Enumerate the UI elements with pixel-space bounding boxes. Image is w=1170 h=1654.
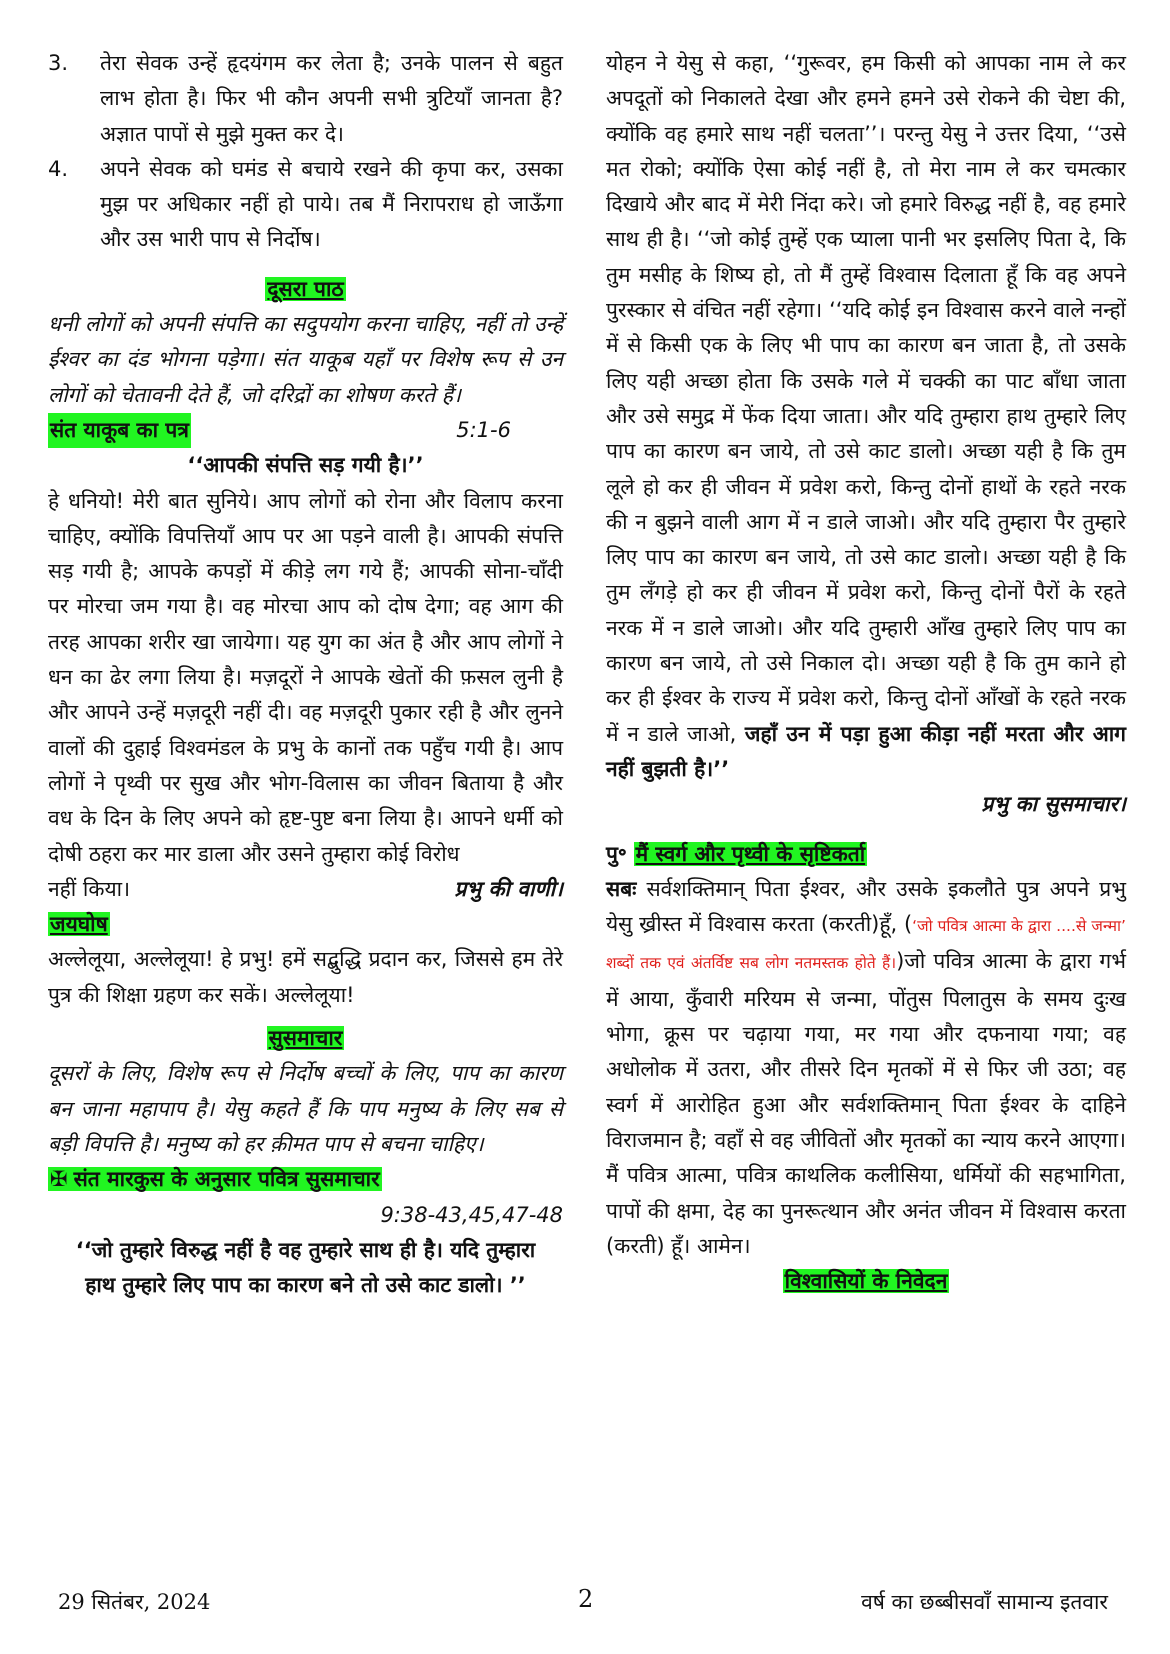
gospel-book: संत मारकुस के अनुसार पवित्र सुसमाचार: [73, 1167, 380, 1192]
creed-open-paren: (: [903, 912, 913, 937]
gospel-intro: दूसरों के लिए, विशेष रूप से निर्दोष बच्चों के लिए, पाप का कारण बन जाना महापाप है। येसु कहते हैं कि पाप मनुष्य के लिए सब से बड़ी विपत्ति है। मनुष्य को हर क़ीमत पाप से बचना चाहिए।: [48, 1061, 563, 1156]
gospel-heading: सुसमाचार: [268, 1026, 343, 1051]
gospel-quote: ‘‘जो तुम्हारे विरुद्ध नहीं है वह तुम्हारे साथ ही है। यदि तुम्हारा हाथ तुम्हारे लिए पाप का कारण बने तो उसे काट डालो। ’’: [75, 1237, 536, 1298]
gospel-text-body: योहन ने येसु से कहा, ‘‘गुरूवर, हम किसी को आपका नाम ले कर अपदूतों को निकालते देखा और हमने हमने उसे रोकने की चेष्टा की, क्योंकि वह हमारे साथ नहीं चलता’’। परन्तु येसु ने उत्तर दिया, ‘‘उसे मत रोको; क्योंकि ऐसा कोई नहीं है, तो मेरा नाम ले कर चमत्कार दिखाये और बाद में मेरी निंदा करे। जो हमारे विरुद्ध नहीं है, वह हमारे साथ ही है। ‘‘जो कोई तुम्हें एक प्याला पानी भर इसलिए पिता दे, कि तुम मसीह के शिष्य हो, तो मैं तुम्हें विश्वास दिलाता हूँ कि वह अपने पुरस्कार से वंचित नहीं रहेगा। ‘‘यदि कोई इन विश्वास करने वाले नन्हों में से किसी एक के लिए भी पाप का कारण बन जाता है, तो उसके लिए यही अच्छा होता कि उसके गले में चक्की का पाट बाँधा जाता और उसे समुद्र में फेंक दिया जाता। और यदि तुम्हारा हाथ तुम्हारे लिए पाप का कारण बन जाये, तो उसे काट डालो। अच्छा यही है कि तुम लूले हो कर ही जीवन में प्रवेश करो, किन्तु दोनों हाथों के रहते नरक की न बुझने वाली आग में न डाले जाओ। और यदि तुम्हारा पैर तुम्हारे लिए पाप का कारण बन जाये, तो उसे काट डालो। अच्छा यही है कि तुम लँगड़े हो कर ही जीवन में प्रवेश करो, किन्तु दोनों पैरों के रहते नरक में न डाले जाओ। और यदि तुम्हारी आँख तुम्हारे लिए पाप का कारण बन जाये, तो उसे निकाल दो। अच्छा यही है कि तुम काने हो कर ही ईश्वर के राज्य में प्रवेश करो, किन्तु दोनों आँखों के रहते नरक में न डाले जाओ,: [606, 51, 1126, 746]
psalm-verse-3: [48, 46, 563, 152]
gospel-text: [606, 46, 1126, 787]
page-number: 2: [578, 1585, 594, 1613]
creed-text-1: सर्वशक्तिमान् पिता ईश्वर, और उसके इकलौते पुत्र अपने प्रभु येसु ख्रीस्त में विश्वास करता (करती)हूँ,: [606, 876, 1126, 937]
creed-rubric-note: ‘जो पवित्र आत्मा के द्वारा ....से जन्मा’ शब्दों तक एवं अंतर्विष्ट सब लोग नतमस्तक होते हैं।: [606, 917, 1126, 973]
reading-reference: 5:1-6: [456, 417, 511, 442]
footer-date: 29 सितंबर, 2024: [58, 1590, 211, 1614]
footer-occasion: वर्ष का छब्बीसवाँ सामान्य इतवार: [861, 1590, 1108, 1614]
psalm-verse-4: [48, 152, 563, 258]
creed-all-label: सबः: [606, 876, 637, 901]
reading-last-line: नहीं किया।: [48, 876, 131, 901]
verse-number: 3.: [48, 51, 69, 75]
verse-number: 4.: [48, 156, 69, 181]
verse-text: अपने सेवक को घमंड से बचाये रखने की कृपा कर, उसका मुझ पर अधिकार नहीं हो पाये। तब मैं निरापराध हो जाऊँगा और उस भारी पाप से निर्दोष।: [100, 156, 563, 252]
creed-text: [606, 872, 1126, 1264]
creed-text-2: जो पवित्र आत्मा के द्वारा गर्भ में आया, कुँवारी मरियम से जन्मा, पोंतुस पिलातुस के समय दुःख भोगा, क्रूस पर चढ़ाया गया, मर गया और दफनाया गया; वह अधोलोक में उतरा, और तीसरे दिन मृतकों में से फिर जी उठा; वह स्वर्ग में आरोहित हुआ और सर्वशक्तिमान् पिता ईश्वर के दाहिने विराजमान है; वहाँ से वह जीवितों और मृतकों का न्याय करने आएगा। मैं पवित्र आत्मा, पवित्र काथलिक कलीसिया, धर्मियों की सहभागिता, पापों की क्षमा, देह का पुनरूत्थान और अनंत जीवन में विश्वास करता (करती) हूँ। आमेन।: [606, 949, 1126, 1258]
reading-closing: प्रभु की वाणी।: [454, 876, 563, 901]
prayers-heading: विश्वासियों के निवेदन: [784, 1269, 948, 1294]
gospel-text-bold: जहाँ उन में पड़ा हुआ कीड़ा नहीं मरता और आग नहीं बुझती है।’’: [606, 721, 1126, 781]
creed-prefix: पु॰: [606, 841, 627, 866]
gospel-book-label: [48, 1167, 382, 1191]
acclamation-text: अल्लेलूया, अल्लेलूया! हे प्रभु! हमें सद्बुद्धि प्रदान कर, जिससे हम तेरे पुत्र की शिक्षा ग्रहण कर सकें। अल्लेलूया!: [48, 947, 563, 1007]
creed-close-paren: ): [896, 949, 905, 974]
reading-source-row: [48, 413, 563, 448]
gospel-reference: 9:38-43,45,47-48: [380, 1202, 563, 1227]
verse-text: तेरा सेवक उन्हें हृदयंगम कर लेता है; उनके पालन से बहुत लाभ होता है। फिर भी कौन अपनी सभी त्रुटियाँ जानता है? अज्ञात पापों से मुझे मुक्त कर दे।: [100, 51, 563, 146]
cross-icon: ✠: [50, 1167, 68, 1192]
second-reading-intro: धनी लोगों को अपनी संपत्ति का सदुपयोग करना चाहिए, नहीं तो उन्हें ईश्वर का दंड भोगना पड़ेगा। संत याकूब यहाँ पर विशेष रूप से उन लोगों को चेतावनी देते हैं, जो दरिद्रों का शोषण करते हैं।: [48, 312, 563, 407]
reading-body: हे धनियो! मेरी बात सुनिये। आप लोगों को रोना और विलाप करना चाहिए, क्योंकि विपत्तियाँ आप पर आ पड़ने वाली है। आपकी संपत्ति सड़ गयी है; आपके कपड़ों में कीड़े लग गये हैं; आपकी सोना-चाँदी पर मोरचा जम गया है। वह मोरचा आप को दोष देगा; वह आग की तरह आपका शरीर खा जायेगा। यह युग का अंत है और आप लोगों ने धन का ढेर लगा लिया है। मज़दूरों ने आपके खेतों की फ़सल लुनी है और आपने उन्हें मज़दूरी नहीं दी। वह मज़दूरी पुकार रही है और लुनने वालों की दुहाई विश्वमंडल के प्रभु के कानों तक पहुँच गयी है। आप लोगों ने पृथ्वी पर सुख और भोग-विलास का जीवन बिताया है और वध के दिन के लिए अपने को हृष्ट-पुष्ट बना लिया है। आपने धर्मी को दोषी ठहरा कर मार डाला और उसने तुम्हारा कोई विरोध: [48, 488, 563, 866]
acclamation-heading: जयघोष: [50, 912, 108, 937]
second-reading-heading: दूसरा पाठ: [267, 276, 344, 301]
reading-quote: ‘‘आपकी संपत्ति सड़ गयी है।’’: [187, 453, 424, 478]
reading-book: संत याकूब का पत्र: [48, 413, 191, 448]
creed-heading: मैं स्वर्ग और पृथ्वी के सृष्टिकर्ता: [635, 841, 866, 866]
creed-heading-row: [606, 837, 1126, 872]
right-column: [606, 46, 1126, 1299]
gospel-closing: प्रभु का सुसमाचार।: [981, 792, 1126, 817]
left-column: [48, 46, 563, 1303]
